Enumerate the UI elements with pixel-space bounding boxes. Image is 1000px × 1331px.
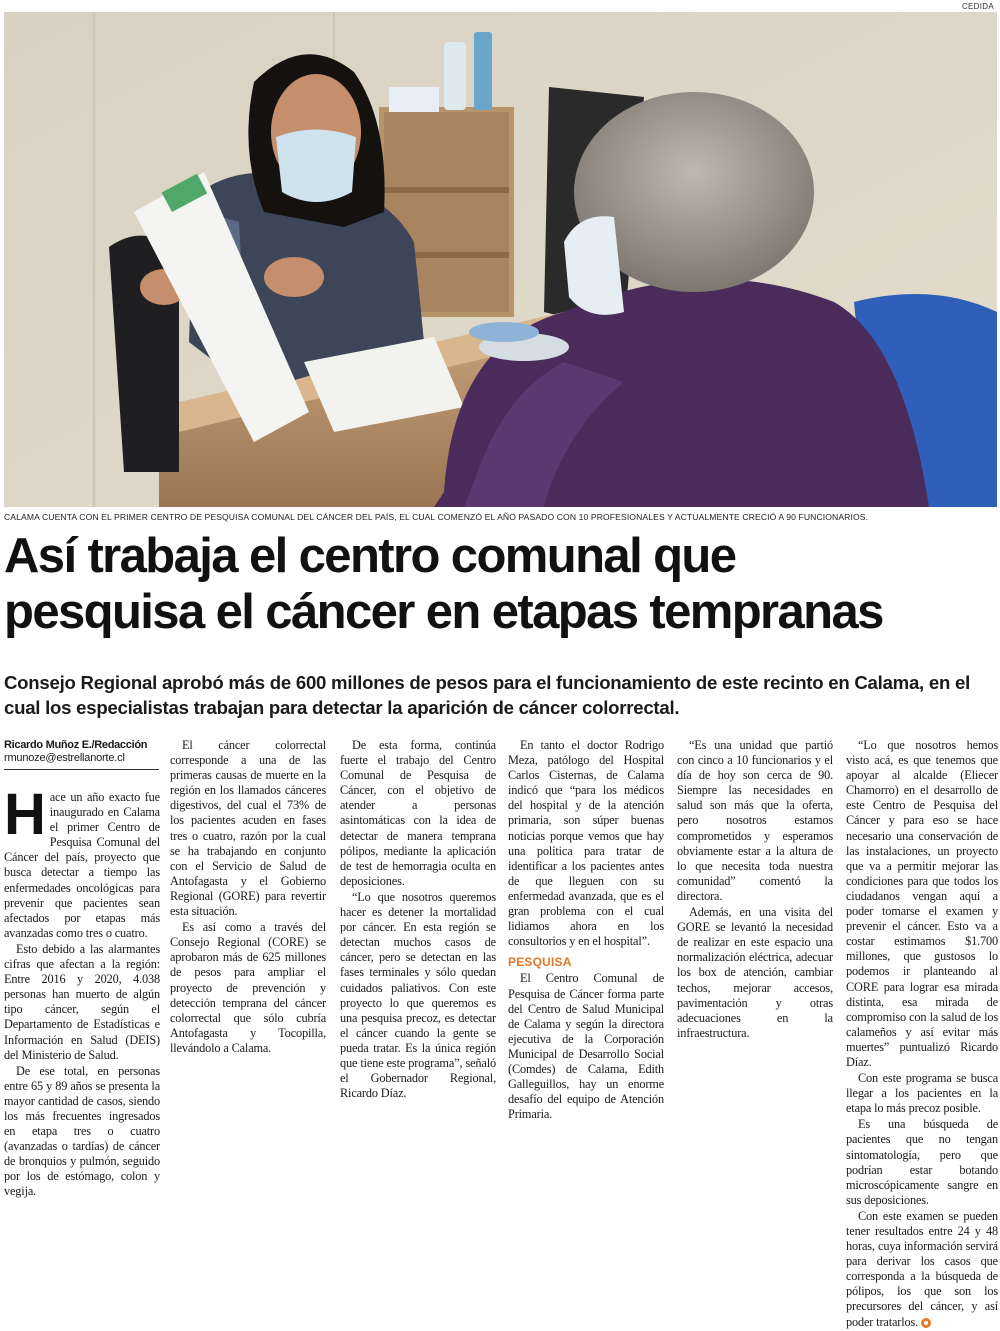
paragraph-15: Con este examen se pueden tener resultados entre 24 y 48 horas, cuya información servirá para derivar los casos que corresponda a la búsqueda de pólipos, los que son los precursores del cáncer, y así poder tratarlos. (846, 1208, 998, 1329)
author-email[interactable]: rmunoze@estrellanorte.cl (4, 752, 159, 770)
end-mark-icon (921, 1318, 931, 1328)
paragraph-4: El cáncer colorrectal corresponde a una de las primeras causas de muerte en la región en los llamados cánceres digestivos, del cual el 73% de los pacientes acuden en fases tres o cuatro, razón por la cual se ha trabajando en conjunto con el Servicio de Salud de Antofagasta y el Gobierno Regional (GORE) para revertir esta situación. (170, 738, 326, 919)
paragraph-10: “Es una unidad que partió con cinco a 10 funcionarios y el día de hoy son cerca de 90. Siempre las necesidades en salud son más que la oferta, pero nosotros estamos comprometidos y esperamos obviamente estar a la altura de lo que necesita toda nuestra comunidad” comentó la directora. (677, 738, 833, 903)
article-column-6 (846, 738, 998, 1331)
paragraph-11: Además, en una visita del GORE se levantó la necesidad de realizar en este espacio una normalización eléctrica, adecuar los box de atención, cambiar techos, mejorar accesos, pavimentación y otras adecuaciones en la infraestructura. (677, 905, 833, 1040)
paragraph-12: “Lo que nosotros hemos visto acá, es que tenemos que apoyar al alcalde (Eliecer Chamorro) en el desarrollo de este Centro de Pesquisa del Cáncer y para eso se hace necesario una conservación de las instalaciones, un proyecto que va a permitir mejorar las condiciones para que todos los ciudadanos vengan aquí a poder tomarse el examen y prevenir el cáncer. Esto va a costar estimamos $1.700 millones, que gustosos lo podemos ir planteando al CORE para lograr esa mirada distinta, esa mirada de compromiso con la salud de los calameños y así evitar más muertes” puntualizó Ricardo Díaz. (846, 738, 998, 1069)
section-head-pesquisa: PESQUISA (508, 955, 572, 970)
paragraph-2: Esto debido a las alarmantes cifras que afectan a la región: Entre 2016 y 2020, 4.038 personas han muerto de algún tipo cáncer, según el Departamento de Estadísticas e Información en Salud (DEIS) del Ministerio de Salud. (4, 941, 160, 1062)
article-photo (4, 12, 997, 507)
headline-line-1: Así trabaja el centro comunal que (4, 529, 736, 583)
article-column-3 (340, 738, 496, 1102)
paragraph-8: En tanto el doctor Rodrigo Meza, patólogo del Hospital Carlos Cisternas, de Calama indicó que “para los médicos del hospital y de la atención primaria, son súper buenas noticias porque vemos que hay una política para tratar de identificar a los pacientes antes de que lleguen con su enfermedad avanzada, que es el gran problema con el cual lidiamos ahora en los consultorios y en el hospital”. (508, 738, 664, 949)
paragraph-6: De esta forma, continúa fuerte el trabajo del Centro Comunal de Pesquisa de Cáncer, con el objetivo de atender a personas asintomáticas con la idea de detectar de manera temprana pólipos, mediante la aplicación de test de hemorragia oculta en deposiciones. (340, 738, 496, 888)
article-column-4 (508, 738, 664, 1123)
paragraph-3: De ese total, en personas entre 65 y 89 años se presenta la mayor cantidad de casos, siendo los más frecuentes ingresados en etapa tres o cuatro (avanzadas o tardías) de cáncer de bronquios y pulmón, seguido por los de estómago, colon y vegija. (4, 1063, 160, 1199)
article-column-1 (4, 782, 160, 1201)
article-column-5 (677, 738, 833, 1042)
paragraph-1: Hace un año exacto fue inaugurado en Calama el primer Centro de Pesquisa Comunal del Cáncer del país, proyecto que busca detectar a tiempo las enfermedades oncológicas para prevenir que pacientes sean afectados por etapas más avanzadas como tres o cuatro. (4, 782, 160, 940)
article-column-2 (170, 738, 326, 1057)
paragraph-5: Es así como a través del Consejo Regional (CORE) se aprobaron más de 625 millones de pesos para ampliar el proyecto de prevención y detección temprana del cáncer colorrectal que sólo cubría Antofagasta y Tocopilla, llevándolo a Calama. (170, 920, 326, 1055)
deck: Consejo Regional aprobó más de 600 millones de pesos para el funcionamiento de este recinto en Calama, en el cual los especialistas trabajan para detectar la aparición de cáncer colorrectal. (4, 672, 970, 718)
paragraph-14: Es una búsqueda de pacientes que no tengan sintomatología, pero que podrían estar botando microscópicamente sangre en sus deposiciones. (846, 1117, 998, 1207)
photo-caption: CALAMA CUENTA CON EL PRIMER CENTRO DE PESQUISA COMUNAL DEL CÁNCER DEL PAÍS, EL CUAL COMENZÓ EL AÑO PASADO CON 10 PROFESIONALES Y ACTUALMENTE CRECIÓ A 90 FUNCIONARIOS. (4, 512, 869, 522)
byline (4, 739, 159, 770)
dropcap: H (4, 782, 46, 847)
headline (4, 528, 996, 640)
photo-illustration (4, 12, 997, 507)
photo-credit: CEDIDA (961, 2, 994, 11)
author-name: Ricardo Muñoz E./Redacción (4, 739, 148, 751)
paragraph-7: “Lo que nosotros queremos hacer es detener la mortalidad por cáncer. En esta región se detectan muchos casos de cáncer, pero se detectan en las fases terminales y sólo quedan cuidados paliativos. Con este proyecto lo que queremos es una pesquisa precoz, es detectar el cáncer cuando la gente se pueda tratar. Es la única región que tiene este programa”, señaló el Gobernador Regional, Ricardo Díaz. (340, 889, 496, 1101)
headline-line-2: pesquisa el cáncer en etapas tempranas (4, 585, 883, 639)
paragraph-9: El Centro Comunal de Pesquisa de Cáncer forma parte del Centro de Salud Municipal de Calama y según la directora ejecutiva de la Corporación Municipal de Desarrollo Social (Comdes) de Calama, Edith Galleguillos, hay un enorme desafío del equipo de Atención Primaria. (508, 971, 664, 1122)
paragraph-13: Con este programa se busca llegar a los pacientes en la etapa lo más precoz posible. (846, 1071, 998, 1116)
